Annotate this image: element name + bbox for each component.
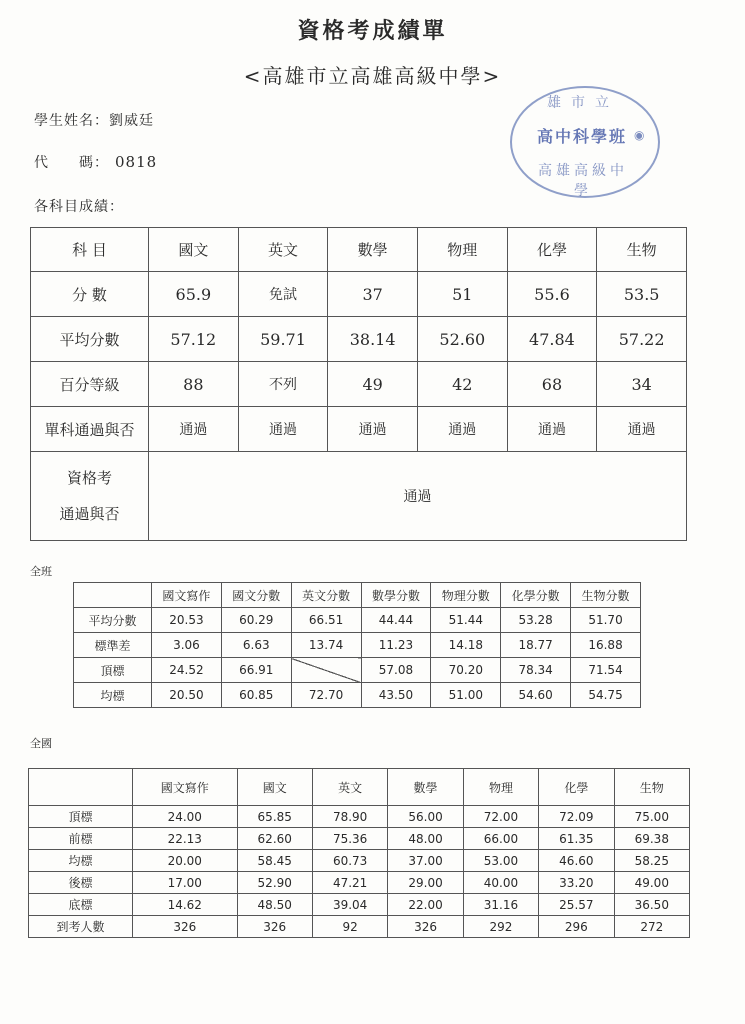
table-header-cell: 生物	[597, 228, 687, 272]
table-cell: 通過	[149, 407, 239, 452]
table-header-cell: 物理	[417, 228, 507, 272]
school-name: <高雄市立高雄高級中學>	[243, 64, 502, 88]
table-cell: 65.85	[237, 806, 312, 828]
row-label: 頂標	[29, 806, 133, 828]
table-cell: 18.77	[501, 633, 571, 658]
empty-slashed-cell	[291, 658, 361, 683]
table-cell: 78.34	[501, 658, 571, 683]
table-cell: 72.70	[291, 683, 361, 708]
table-header-cell	[74, 583, 152, 608]
table-cell: 51	[417, 272, 507, 317]
table-cell: 272	[614, 916, 689, 938]
table-cell: 92	[312, 916, 387, 938]
qualify-label-line2: 通過與否	[59, 505, 120, 523]
table-cell: 37.00	[388, 850, 463, 872]
table-cell: 40.00	[463, 872, 538, 894]
table-cell: 47.84	[507, 317, 597, 362]
table-cell: 免試	[238, 272, 328, 317]
table-cell: 51.00	[431, 683, 501, 708]
table-cell: 53.28	[501, 608, 571, 633]
table-row	[29, 828, 690, 850]
table-row	[29, 894, 690, 916]
table-cell: 58.25	[614, 850, 689, 872]
table-cell: 47.21	[312, 872, 387, 894]
table-row	[31, 407, 687, 452]
table-cell: 16.88	[571, 633, 641, 658]
student-name-label: 學生姓名：	[34, 113, 109, 129]
table-cell: 20.50	[152, 683, 222, 708]
student-name: 劉威廷	[109, 113, 154, 129]
table-cell: 55.6	[507, 272, 597, 317]
table-cell: 57.12	[149, 317, 239, 362]
student-code-row	[34, 152, 157, 172]
table-cell: 71.54	[571, 658, 641, 683]
qualify-label-line1: 資格考	[66, 469, 112, 487]
table-cell: 49	[328, 362, 418, 407]
table-header-cell: 數學	[388, 769, 463, 806]
table-cell: 57.08	[361, 658, 431, 683]
class-stats-label: 全班	[30, 565, 52, 578]
table-header-cell: 生物分數	[571, 583, 641, 608]
table-cell: 36.50	[614, 894, 689, 916]
table-cell: 48.50	[237, 894, 312, 916]
table-cell: 13.74	[291, 633, 361, 658]
table-cell: 56.00	[388, 806, 463, 828]
row-label: 百分等級	[31, 362, 149, 407]
table-header-cell: 化學分數	[501, 583, 571, 608]
table-cell: 46.60	[539, 850, 614, 872]
table-cell: 通過	[507, 407, 597, 452]
table-cell: 52.60	[417, 317, 507, 362]
table-cell: 37	[328, 272, 418, 317]
table-cell: 66.51	[291, 608, 361, 633]
class-header-row	[74, 583, 641, 608]
table-cell: 不列	[238, 362, 328, 407]
document-title: 資格考成績單	[297, 18, 448, 44]
table-cell: 54.75	[571, 683, 641, 708]
table-row	[31, 272, 687, 317]
student-code: 0818	[115, 153, 158, 171]
national-stats-table	[28, 768, 690, 938]
table-row	[74, 608, 641, 633]
table-cell: 66.91	[221, 658, 291, 683]
table-cell: 通過	[597, 407, 687, 452]
table-header-cell: 國文	[237, 769, 312, 806]
row-label: 前標	[29, 828, 133, 850]
row-label: 平均分數	[74, 608, 152, 633]
table-header-cell: 英文分數	[291, 583, 361, 608]
table-cell: 326	[237, 916, 312, 938]
table-cell: 78.90	[312, 806, 387, 828]
table-row	[29, 916, 690, 938]
table-cell: 29.00	[388, 872, 463, 894]
stamp-top-text: 雄市立	[547, 95, 619, 111]
table-row	[29, 850, 690, 872]
table-cell: 66.00	[463, 828, 538, 850]
table-header-cell: 物理	[463, 769, 538, 806]
table-cell: 326	[133, 916, 238, 938]
table-cell: 52.90	[237, 872, 312, 894]
stamp-bottom-text: 高雄高級中學	[538, 163, 628, 199]
table-cell: 72.09	[539, 806, 614, 828]
table-cell: 326	[388, 916, 463, 938]
row-label: 均標	[29, 850, 133, 872]
table-header-cell: 物理分數	[431, 583, 501, 608]
table-cell: 65.9	[149, 272, 239, 317]
table-cell: 通過	[417, 407, 507, 452]
table-header-cell: 數學	[328, 228, 418, 272]
table-cell: 75.36	[312, 828, 387, 850]
table-row	[74, 683, 641, 708]
table-cell: 61.35	[539, 828, 614, 850]
table-row	[74, 658, 641, 683]
table-cell: 42	[417, 362, 507, 407]
table-header-cell: 國文寫作	[133, 769, 238, 806]
table-header-cell: 數學分數	[361, 583, 431, 608]
table-cell: 14.62	[133, 894, 238, 916]
row-label: 標準差	[74, 633, 152, 658]
qualify-label	[31, 452, 149, 541]
table-cell: 20.53	[152, 608, 222, 633]
student-name-row	[34, 110, 154, 130]
table-cell: 17.00	[133, 872, 238, 894]
section-label: 各科目成績：	[34, 199, 124, 215]
table-cell: 57.22	[597, 317, 687, 362]
table-cell: 25.57	[539, 894, 614, 916]
seal-icon: ◉	[634, 128, 645, 142]
table-cell: 44.44	[361, 608, 431, 633]
table-header-cell: 化學	[539, 769, 614, 806]
table-cell: 51.70	[571, 608, 641, 633]
class-stats-table	[73, 582, 641, 708]
scores-header-row	[31, 228, 687, 272]
table-header-cell	[29, 769, 133, 806]
table-cell: 68	[507, 362, 597, 407]
table-cell: 38.14	[328, 317, 418, 362]
table-cell: 72.00	[463, 806, 538, 828]
table-header-cell: 國文分數	[221, 583, 291, 608]
table-header-cell: 英文	[238, 228, 328, 272]
table-cell: 51.44	[431, 608, 501, 633]
table-header-cell: 英文	[312, 769, 387, 806]
table-cell: 58.45	[237, 850, 312, 872]
table-row	[31, 317, 687, 362]
row-label: 單科通過與否	[31, 407, 149, 452]
table-cell: 88	[149, 362, 239, 407]
row-label: 底標	[29, 894, 133, 916]
national-header-row	[29, 769, 690, 806]
table-cell: 14.18	[431, 633, 501, 658]
table-header-cell: 科 目	[31, 228, 149, 272]
qualify-result: 通過	[149, 452, 687, 541]
table-header-cell: 生物	[614, 769, 689, 806]
row-label: 後標	[29, 872, 133, 894]
table-cell: 49.00	[614, 872, 689, 894]
table-cell: 60.73	[312, 850, 387, 872]
scores-table	[30, 227, 687, 541]
table-cell: 43.50	[361, 683, 431, 708]
table-cell: 54.60	[501, 683, 571, 708]
school-stamp	[510, 86, 660, 198]
table-cell: 22.00	[388, 894, 463, 916]
table-cell: 11.23	[361, 633, 431, 658]
table-row	[31, 362, 687, 407]
table-cell: 22.13	[133, 828, 238, 850]
table-row	[29, 806, 690, 828]
table-cell: 53.5	[597, 272, 687, 317]
table-row	[74, 633, 641, 658]
table-cell: 34	[597, 362, 687, 407]
table-cell: 通過	[328, 407, 418, 452]
table-cell: 69.38	[614, 828, 689, 850]
table-cell: 39.04	[312, 894, 387, 916]
table-cell: 292	[463, 916, 538, 938]
table-header-cell: 國文	[149, 228, 239, 272]
table-cell: 24.00	[133, 806, 238, 828]
row-label: 到考人數	[29, 916, 133, 938]
table-cell: 通過	[238, 407, 328, 452]
table-cell: 62.60	[237, 828, 312, 850]
table-cell: 3.06	[152, 633, 222, 658]
table-cell: 53.00	[463, 850, 538, 872]
table-cell: 6.63	[221, 633, 291, 658]
table-cell: 60.29	[221, 608, 291, 633]
table-header-cell: 國文寫作	[152, 583, 222, 608]
table-cell: 75.00	[614, 806, 689, 828]
table-cell: 24.52	[152, 658, 222, 683]
table-cell: 48.00	[388, 828, 463, 850]
row-label: 均標	[74, 683, 152, 708]
table-cell: 60.85	[221, 683, 291, 708]
student-code-label: 代 碼：	[34, 155, 109, 171]
table-cell: 296	[539, 916, 614, 938]
table-cell: 59.71	[238, 317, 328, 362]
table-cell: 33.20	[539, 872, 614, 894]
table-cell: 20.00	[133, 850, 238, 872]
qualify-row	[31, 452, 687, 541]
table-row	[29, 872, 690, 894]
row-label: 分 數	[31, 272, 149, 317]
table-cell: 31.16	[463, 894, 538, 916]
stamp-middle-text: 高中科學班	[536, 127, 627, 146]
table-header-cell: 化學	[507, 228, 597, 272]
row-label: 頂標	[74, 658, 152, 683]
national-stats-label: 全國	[30, 737, 52, 750]
table-cell: 70.20	[431, 658, 501, 683]
row-label: 平均分數	[31, 317, 149, 362]
